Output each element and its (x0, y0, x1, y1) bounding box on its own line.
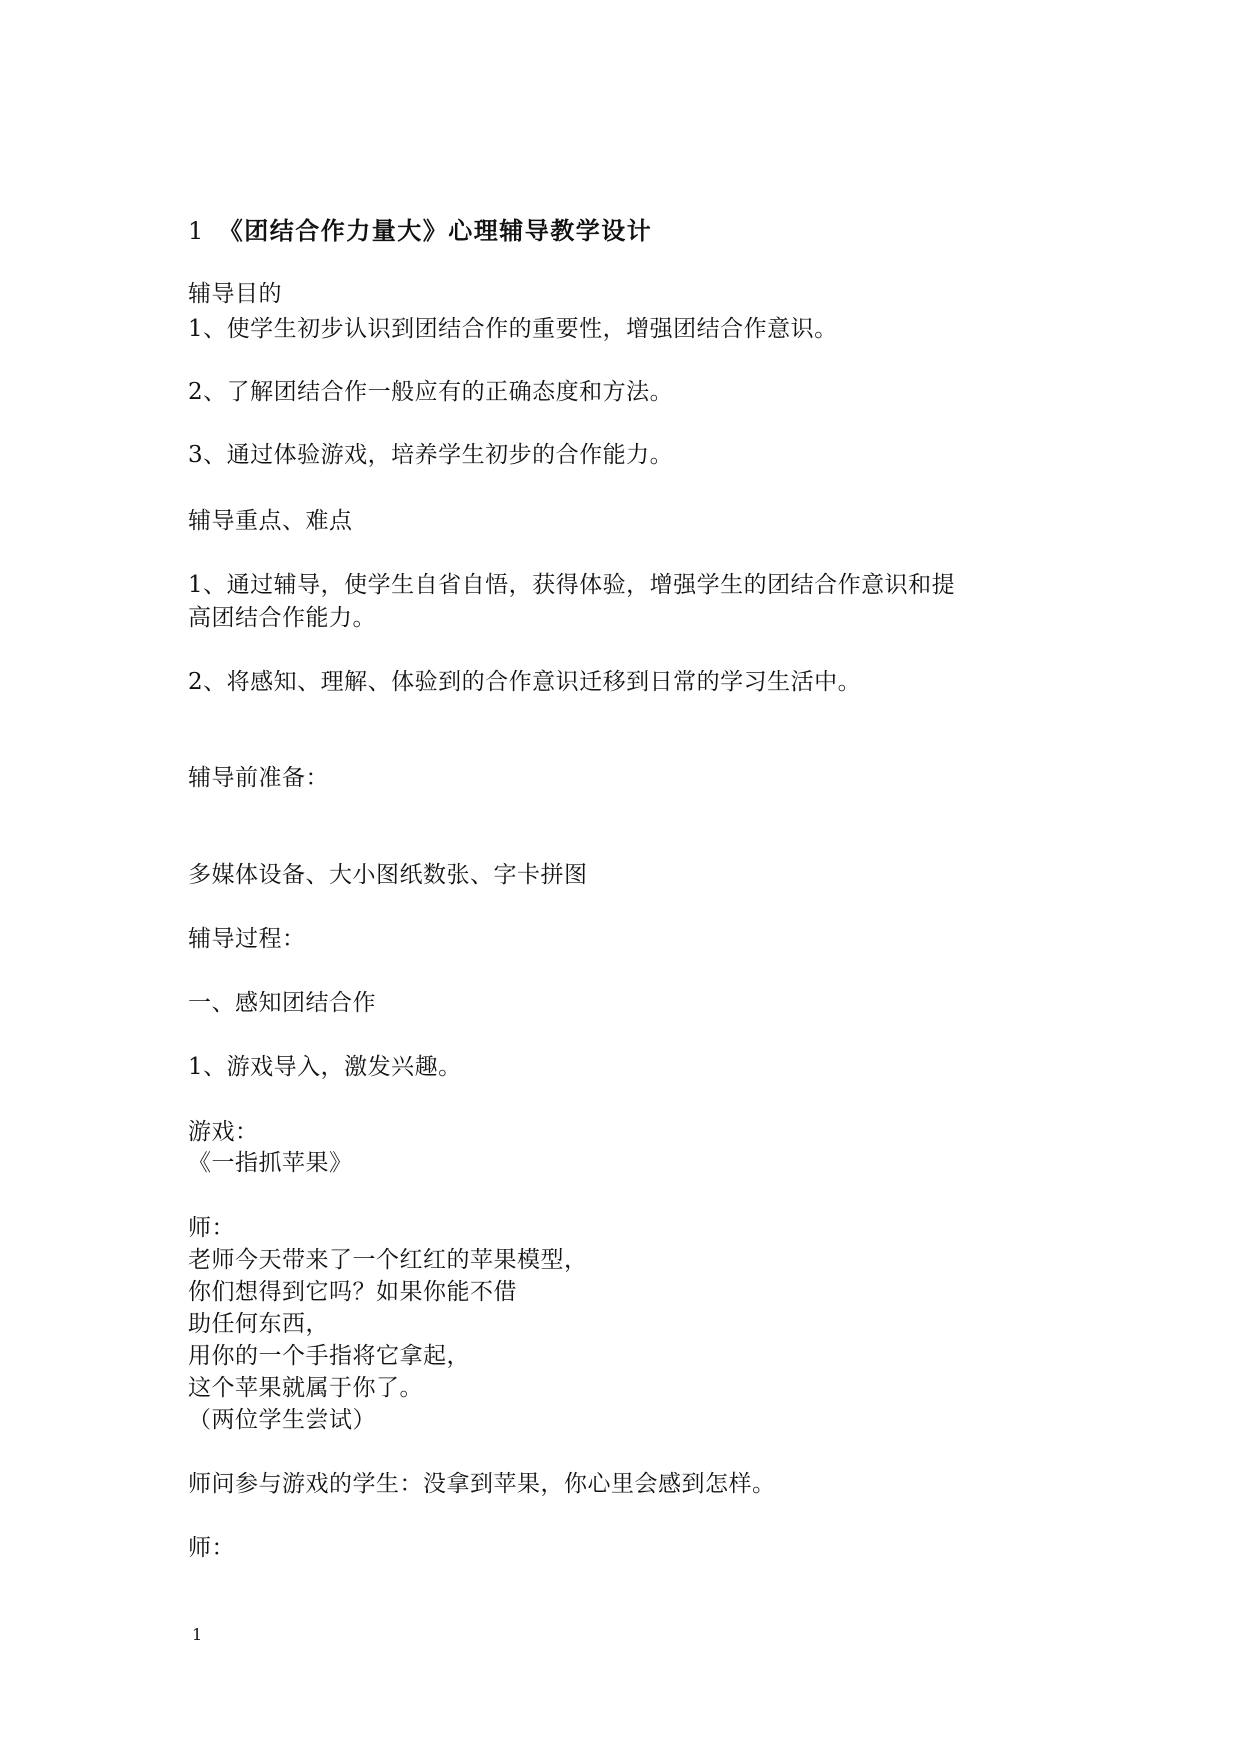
focus-item-1: 1、通过辅导，使学生自省自悟，获得体验，增强学生的团结合作意识和提 (188, 572, 956, 598)
game-name: 《一指抓苹果》 (188, 1150, 353, 1176)
goal-heading: 辅导目的 (188, 281, 282, 307)
teacher-line: 用你的一个手指将它拿起， (188, 1343, 470, 1369)
teacher-line: 老师今天带来了一个红红的苹果模型， (188, 1247, 588, 1273)
prep-heading: 辅导前准备： (188, 765, 329, 791)
focus-item-2: 2、将感知、理解、体验到的合作意识迁移到日常的学习生活中。 (188, 669, 862, 695)
teacher-line: 你们想得到它吗？如果你能不借 (188, 1279, 517, 1305)
section-heading: 一、感知团结合作 (188, 990, 376, 1016)
title-text: 《团结合作力量大》心理辅导教学设计 (218, 216, 653, 245)
focus-item-1-cont: 高团结合作能力。 (188, 605, 376, 631)
teacher-label: 师： (188, 1215, 235, 1241)
goal-item-1: 1、使学生初步认识到团结合作的重要性，增强团结合作意识。 (188, 316, 838, 342)
goal-item-2: 2、了解团结合作一般应有的正确态度和方法。 (188, 379, 674, 405)
title-number: 1 (188, 217, 205, 245)
teacher-label-2: 师： (188, 1535, 235, 1561)
process-heading: 辅导过程： (188, 926, 306, 952)
page-number: 1 (192, 1625, 203, 1644)
teacher-line: （两位学生尝试） (188, 1407, 376, 1433)
focus-heading: 辅导重点、难点 (188, 508, 353, 534)
document-title (188, 216, 652, 246)
teacher-question: 师问参与游戏的学生：没拿到苹果，你心里会感到怎样。 (188, 1471, 776, 1497)
teacher-line: 助任何东西， (188, 1311, 329, 1337)
teacher-line: 这个苹果就属于你了。 (188, 1375, 423, 1401)
prep-items: 多媒体设备、大小图纸数张、字卡拼图 (188, 862, 588, 888)
step-heading: 1、游戏导入，激发兴趣。 (188, 1054, 462, 1080)
goal-item-3: 3、通过体验游戏，培养学生初步的合作能力。 (188, 442, 674, 468)
game-label: 游戏： (188, 1119, 259, 1145)
